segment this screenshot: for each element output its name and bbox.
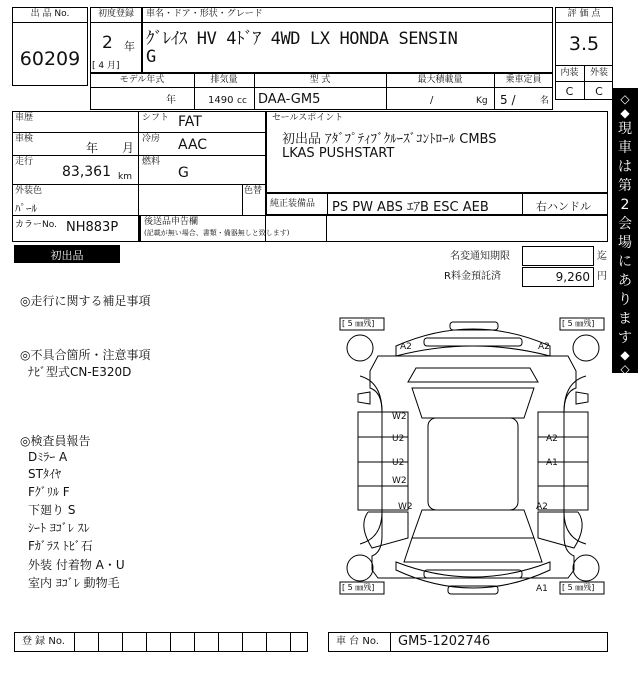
mark-front-right: A2 — [538, 342, 550, 352]
displacement-label: 排気量 — [210, 75, 238, 85]
chassis-label: 車 台 No. — [336, 636, 379, 647]
mileage-unit: km — [118, 172, 132, 182]
inspector-line: 外装 付着物 A・U — [28, 558, 125, 572]
side-char: り — [618, 292, 632, 308]
driving-notes-title: ◎走行に関する補足事項 — [20, 294, 151, 308]
inspection-year: 年 — [86, 141, 99, 155]
side-char: 第 — [618, 178, 632, 194]
side-char: 2 — [620, 197, 630, 213]
equipment-items: PS PW ABS ｴｱB ESC AEB — [332, 200, 489, 215]
handle-value: 右ハンドル — [536, 200, 591, 213]
inspector-line: Fｸﾞﾘﾙ F — [28, 485, 70, 499]
reg-no-label: 登 録 No. — [22, 636, 65, 647]
inspector-line: STﾀｲﾔ — [28, 467, 61, 481]
side-char: す — [618, 330, 632, 346]
notice-value-box — [522, 246, 594, 266]
score-label: 評 価 点 — [567, 9, 601, 19]
inspection-month: 月 — [122, 141, 135, 155]
side-char: ま — [618, 311, 632, 327]
side-notice — [612, 88, 638, 376]
mark-right-rear-door: A1 — [546, 458, 558, 468]
ac-value: AAC — [178, 137, 208, 153]
side-char: ◆ — [620, 348, 630, 362]
mark-rear-bumper: A1 — [536, 584, 548, 594]
car-diagram — [338, 316, 608, 602]
type-label: 型 式 — [309, 75, 331, 85]
exterior-label: 外装 — [589, 68, 608, 78]
color-no-value: NH883P — [66, 220, 119, 235]
interior-label: 内装 — [560, 68, 579, 78]
aftermarket-note: (記載が無い場合、書類・備器無しと致します) — [144, 229, 290, 237]
model-year-suffix: 年 — [166, 95, 176, 106]
mark-left-front-door-top: W2 — [392, 412, 407, 422]
inspector-title: ◎検査員報告 — [20, 434, 91, 448]
shift-label: シフト — [142, 113, 170, 123]
displacement-unit: cc — [237, 96, 247, 106]
sales-point-line2: LKAS PUSHSTART — [282, 146, 395, 161]
displacement-value: 1490 — [208, 95, 234, 106]
fuel-value: G — [178, 165, 189, 181]
side-char: ◆ — [620, 106, 630, 120]
max-load-slash: / — [430, 95, 434, 106]
inspector-line: 下廻り S — [28, 503, 76, 517]
capacity-label: 乗車定員 — [505, 75, 542, 85]
mileage-label: 走行 — [15, 157, 34, 167]
first-listing-text: 初出品 — [50, 249, 84, 262]
aftermarket-label: 後送品申告欄 — [144, 217, 199, 227]
mileage-value: 83,361 — [62, 164, 111, 180]
car-name-label: 車名・ドア・形状・グレード — [146, 9, 263, 19]
inspector-line: ｼｰﾄ ﾖｺﾞﾚ ｽﾚ — [28, 521, 90, 535]
sales-point-label: セールスポイント — [272, 113, 344, 123]
ext-color-value: ﾊﾟｰﾙ — [15, 202, 37, 215]
car-diagram-svg — [338, 316, 608, 602]
mark-front-left: A2 — [400, 342, 412, 352]
lot-number: 60209 — [19, 48, 81, 70]
tire-label-br: [ 5 ㎜残] — [562, 583, 595, 592]
inspector-line: 室内 ﾖｺﾞﾚ 動物毛 — [28, 576, 120, 590]
deposit-unit: 円 — [597, 271, 607, 282]
mark-left-front-door-bottom: U2 — [392, 434, 405, 444]
capacity-unit: 名 — [540, 96, 550, 106]
tire-label-tl: [ 5 ㎜残] — [342, 319, 375, 328]
score-value: 3.5 — [568, 33, 600, 55]
side-char: あ — [618, 273, 632, 289]
side-char: ◇ — [620, 92, 630, 106]
max-load-label: 最大積載量 — [417, 75, 463, 85]
side-char: 車 — [618, 140, 632, 156]
notice-suffix: 迄 — [597, 251, 607, 262]
mark-left-rear: W2 — [398, 502, 413, 512]
mark-left-rear-door-top: U2 — [392, 458, 405, 468]
side-char: に — [618, 254, 632, 270]
first-reg-month: [ 4 月] — [92, 61, 120, 71]
fuel-label: 燃料 — [142, 157, 161, 167]
mark-right-front-door: A2 — [546, 434, 558, 444]
mark-right-rear: A2 — [536, 502, 548, 512]
model-year-label: モデル年式 — [119, 75, 165, 85]
sales-point-line1: 初出品 ｱﾀﾞﾌﾟﾃｨﾌﾞｸﾙｰｽﾞｺﾝﾄﾛｰﾙ CMBS — [282, 132, 497, 147]
defects-title: ◎不具合箇所・注意事項 — [20, 348, 151, 362]
inspector-line: Dﾐﾗｰ A — [28, 450, 68, 464]
inspection-label: 車検 — [15, 134, 34, 144]
mark-left-rear-door-bottom: W2 — [392, 476, 407, 486]
ext-color-label: 外装色 — [15, 186, 43, 196]
ac-label: 冷房 — [142, 134, 161, 144]
exterior-grade: C — [595, 85, 603, 98]
deposit-value: 9,260 — [555, 270, 590, 284]
defects-line: ﾅﾋﾞ型式CN-E320D — [28, 365, 132, 379]
interior-grade: C — [565, 85, 574, 98]
capacity-value: 5 / — [500, 93, 516, 107]
color-no-label: カラーNo. — [15, 220, 57, 230]
deposit-label: R料金預託済 — [444, 271, 501, 282]
notice-label: 名変通知期限 — [450, 251, 510, 262]
lot-label: 出 品 No. — [30, 9, 70, 19]
first-reg-year: 2 — [102, 33, 113, 53]
side-char: ◇ — [620, 362, 630, 376]
side-char: は — [618, 159, 632, 175]
history-label: 車歴 — [15, 113, 34, 123]
side-char: 現 — [618, 121, 632, 137]
tire-label-bl: [ 5 ㎜残] — [342, 583, 375, 592]
side-char: 場 — [618, 235, 632, 251]
chassis-value: GM5-1202746 — [398, 634, 491, 649]
shift-value: FAT — [178, 114, 202, 130]
first-reg-year-suffix: 年 — [124, 40, 135, 53]
car-name-line2: G — [146, 47, 157, 67]
inspector-line: Fｶﾞﾗｽ ﾄﾋﾞ石 — [28, 539, 93, 553]
max-load-unit: Kg — [476, 96, 488, 106]
first-reg-label: 初度登録 — [97, 9, 134, 19]
tire-label-tr: [ 5 ㎜残] — [562, 319, 595, 328]
type-value: DAA-GM5 — [258, 92, 321, 107]
first-listing-badge — [14, 245, 120, 263]
equipment-label: 純正装備品 — [270, 199, 316, 209]
side-char: 会 — [618, 216, 632, 232]
color-change-label: 色替 — [244, 186, 263, 196]
car-name-line1: ｸﾞﾚｲｽ HV 4ﾄﾞｱ 4WD LX HONDA SENSIN — [146, 29, 458, 49]
